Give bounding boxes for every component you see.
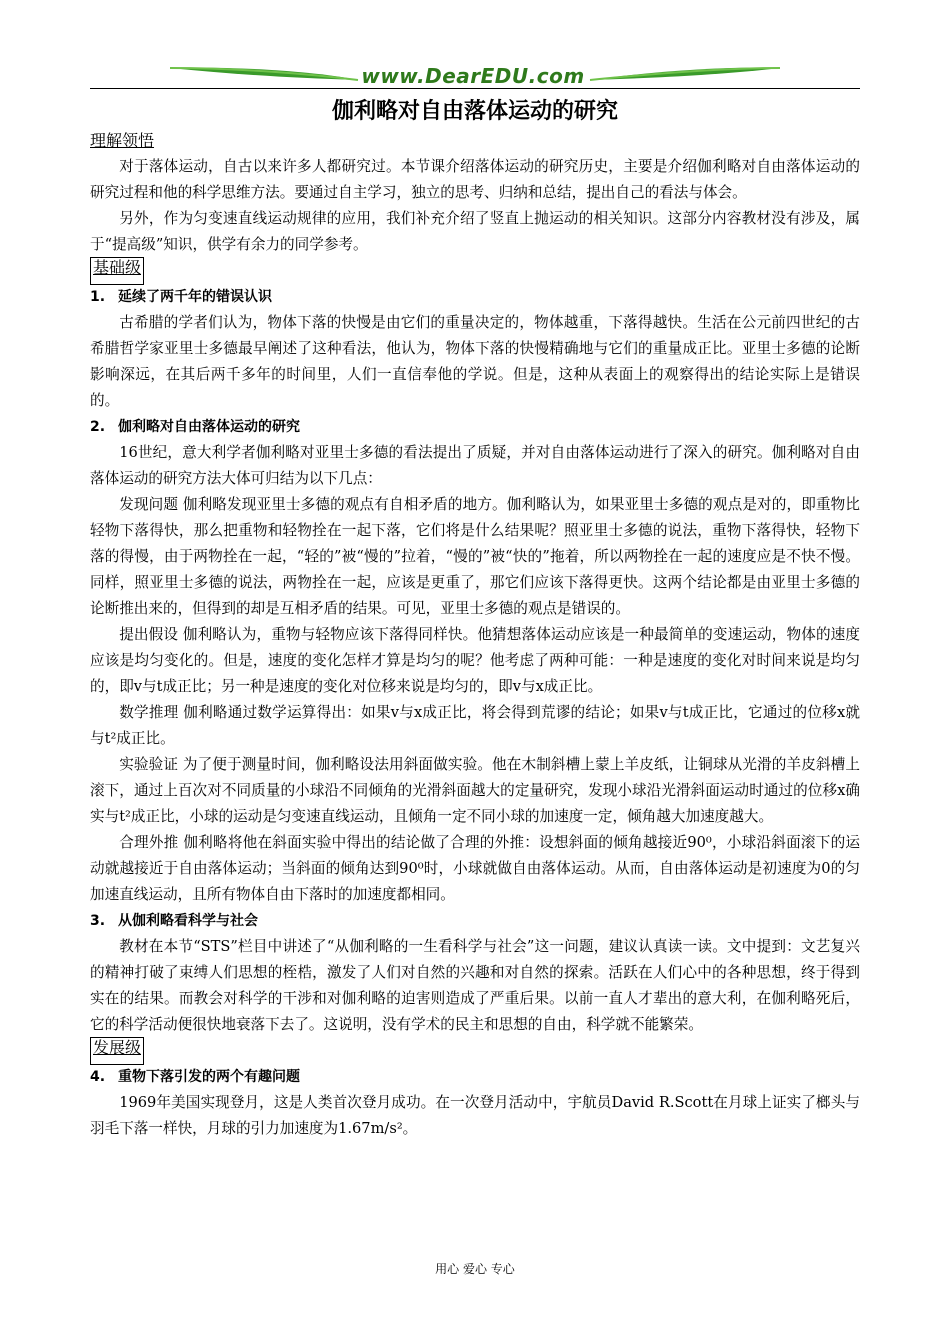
section-2-paragraph-1: 16世纪，意大利学者伽利略对亚里士多德的看法提出了质疑，并对自由落体运动进行了深入的研究。伽利略对自由落体运动的研究方法大体可归结为以下几点：	[90, 444, 860, 487]
section-label: 理解领悟	[90, 131, 155, 150]
section-4-number: 4.	[90, 1069, 106, 1085]
page-title: 伽利略对自由落体运动的研究	[331, 99, 618, 124]
section-1-paragraph: 古希腊的学者们认为，物体下落的快慢是由它们的重量决定的，物体越重，下落得越快。生活在公元前四世纪的古希腊哲学家亚里士多德最早阐述了这种看法，他认为，物体下落的快慢精确地与它们的重量成正比。亚里士多德的论断影响深远，在其后两千多年的时间里，人们一直信奉他的学说。但是，这种从表面上的观察得出的结论实际上是错误的。	[90, 314, 860, 409]
section-2-paragraph-2: 发现问题 伽利略发现亚里士多德的观点有自相矛盾的地方。伽利略认为，如果亚里士多德的观点是对的，即重物比轻物下落得快，那么把重物和轻物拴在一起下落，它们将是什么结果呢？照亚里士多德的说法，重物下落得快，轻物下落的得慢，由于两物拴在一起，“轻的”被“慢的”拉着，“慢的”被“快的”拖着，所以两物拴在一起的速度应是不快不慢。同样，照亚里士多德的说法，两物拴在一起，应该是更重了，那它们应该下落得更快。这两个结论都是由亚里士多德的论断推出来的，但得到的却是互相矛盾的结果。可见，亚里士多德的观点是错误的。	[90, 496, 860, 617]
basic-level-row	[90, 258, 860, 284]
section-2-paragraph-6: 合理外推 伽利略将他在斜面实验中得出的结论做了合理的外推：设想斜面的倾角越接近90⁰，小球沿斜面滚下的运动就越接近于自由落体运动；当斜面的倾角达到90⁰时，小球就做自由落体运动。从而，自由落体运动是初速度为0的匀加速直线运动，且所有物体自由下落时的加速度都相同。	[90, 834, 860, 903]
intro-paragraph-2: 另外，作为匀变速直线运动规律的应用，我们补充介绍了竖直上抛运动的相关知识。这部分内容教材没有涉及，属于“提高级”知识，供学有余力的同学参考。	[90, 210, 860, 253]
section-4-paragraph: 1969年美国实现登月，这是人类首次登月成功。在一次登月活动中，宇航员David R.Scott在月球上证实了榔头与羽毛下落一样快，月球的引力加速度为1.67m/s²。	[90, 1094, 860, 1137]
section-2-number: 2.	[90, 419, 106, 435]
page-footer: 用心 爱心 专心	[435, 1262, 515, 1276]
section-1-number: 1.	[90, 289, 106, 305]
advanced-level-row	[90, 1038, 860, 1064]
section-4-heading	[90, 1064, 860, 1090]
header-rule	[90, 88, 860, 89]
section-2-heading	[90, 414, 860, 440]
section-3-paragraph: 教材在本节“STS”栏目中讲述了“从伽利略的一生看科学与社会”这一问题，建议认真读一读。文中提到：文艺复兴的精神打破了束缚人们思想的桎梏，激发了人们对自然的兴趣和对自然的探索。活跃在人们心中的各种思想，终于得到实在的结果。而教会对科学的干涉和对伽利略的迫害则造成了严重后果。以前一直人才辈出的意大利，在伽利略死后，它的科学活动便很快地衰落下去了。这说明，没有学术的民主和思想的自由，科学就不能繁荣。	[90, 938, 860, 1033]
section-2-paragraph-3: 提出假设 伽利略认为，重物与轻物应该下落得同样快。他猜想落体运动应该是一种最简单的变速运动，物体的速度应该是均匀变化的。但是，速度的变化怎样才算是均匀的呢？他考虑了两种可能：一种是速度的变化对时间来说是均匀的，即v与t成正比；另一种是速度的变化对位移来说是均匀的，即v与x成正比。	[90, 626, 860, 695]
section-1-heading	[90, 284, 860, 310]
section-3-heading	[90, 908, 860, 934]
site-logo-text: www.DearEDU.com	[361, 64, 585, 88]
main-content	[90, 96, 860, 1142]
section-3-title: 从伽利略看科学与社会	[118, 913, 258, 929]
section-3-number: 3.	[90, 913, 106, 929]
section-2-paragraph-5: 实验验证 为了便于测量时间，伽利略设法用斜面做实验。他在木制斜槽上蒙上羊皮纸，让铜球从光滑的羊皮斜槽上滚下，通过上百次对不同质量的小球沿不同倾角的光滑斜面越大的定量研究，发现小球沿光滑斜面运动时通过的位移x确实与t²成正比，小球的运动是匀变速直线运动，且倾角一定不同小球的加速度一定，倾角越大加速度越大。	[90, 756, 860, 825]
section-2-paragraph-4: 数学推理 伽利略通过数学运算得出：如果v与x成正比，将会得到荒谬的结论；如果v与t成正比，它通过的位移x就与t²成正比。	[90, 704, 860, 747]
section-4-title: 重物下落引发的两个有趣问题	[118, 1069, 300, 1085]
section-2-title: 伽利略对自由落体运动的研究	[118, 419, 300, 435]
advanced-level-label: 发展级	[90, 1037, 144, 1065]
basic-level-label: 基础级	[90, 257, 144, 285]
section-1-title: 延续了两千年的错误认识	[118, 289, 272, 305]
intro-paragraph-1: 对于落体运动，自古以来许多人都研究过。本节课介绍落体运动的研究历史，主要是介绍伽利略对自由落体运动的研究过程和他的科学思维方法。要通过自主学习，独立的思考、归纳和总结，提出自己的看法与体会。	[90, 158, 860, 201]
